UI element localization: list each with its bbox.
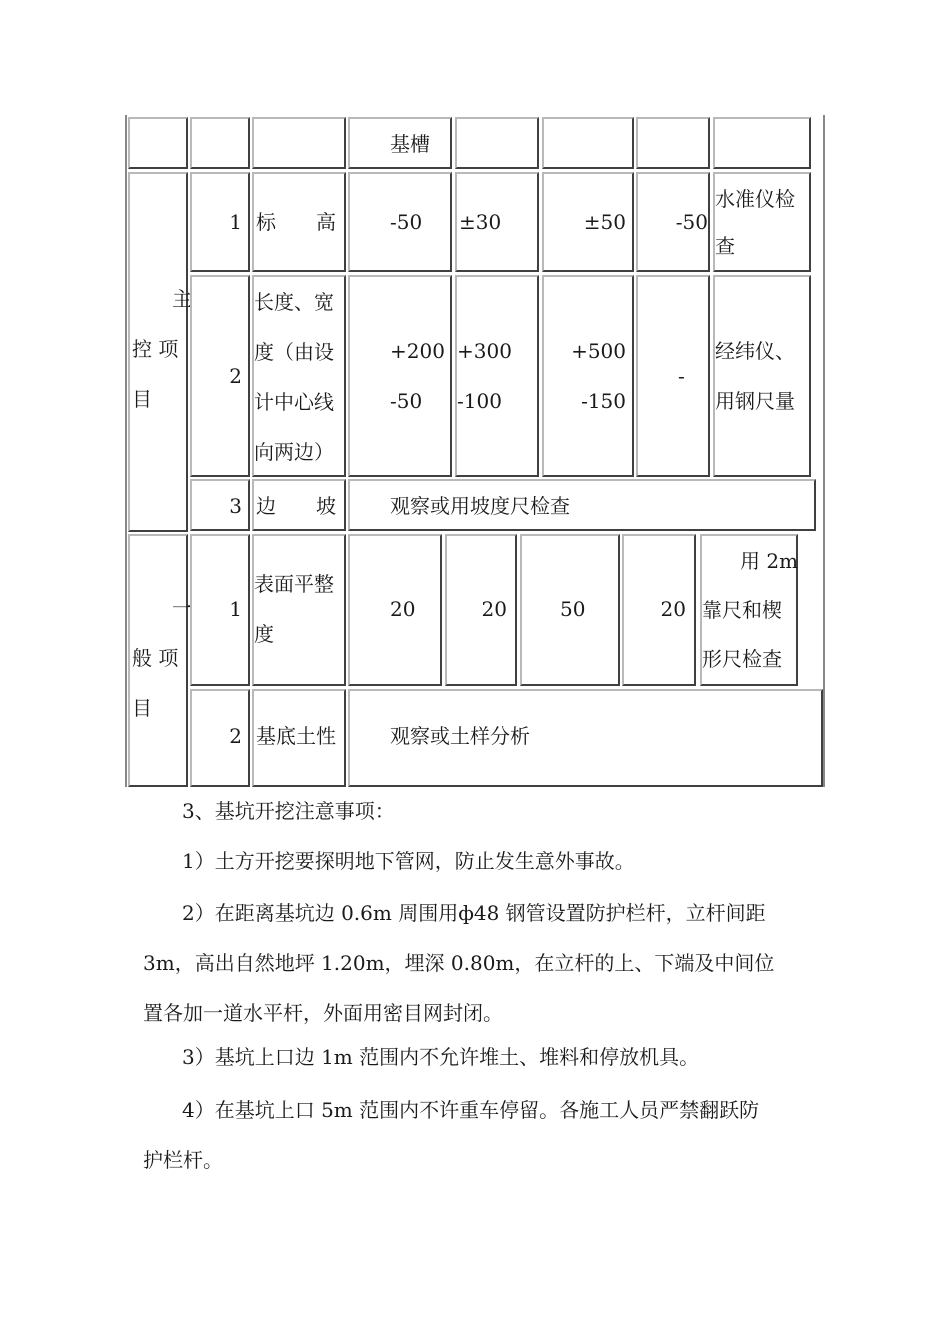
table-cell [700,534,798,686]
value-text: -50 [390,389,423,413]
group-cell-main [128,172,192,532]
table-row-main-3-no [190,479,250,531]
note-paragraph: 2）在距离基坑边 0.6m 周围用ф48 钢管设置防护栏杆，立杆间距 [182,901,766,925]
group-label-general: 般 项 [132,646,179,670]
table-cell [455,172,539,272]
merged-text: 观察或土样分析 [390,724,530,748]
item-label: 计中心线 [254,390,334,414]
group-cell-general [128,534,192,787]
table-row-main-2-item [252,275,346,477]
method-text: 查 [715,234,735,258]
table-cell [190,117,250,169]
notes-heading: 3、基坑开挖注意事项： [182,799,395,823]
note-paragraph: 3）基坑上口边 1m 范围内不允许堆土、堆料和停放机具。 [182,1045,700,1069]
table-cell [520,534,620,686]
row-number: 1 [229,210,242,234]
table-cell [348,275,452,477]
table-cell [128,117,188,169]
value-text: 20 [660,597,686,621]
value-text: -50 [675,210,708,234]
table-cell [636,275,710,477]
merged-text: 观察或用坡度尺检查 [390,494,570,518]
item-label: 表面平整 [254,572,334,596]
note-paragraph: 置各加一道水平杆，外面用密目网封闭。 [143,1001,503,1025]
table-cell [348,172,452,272]
table-row-general-1-no [190,534,250,686]
method-text: 经纬仪、 [715,339,795,363]
group-label-main: 目 [132,387,152,411]
table-row-main-1-no [190,172,250,272]
table-cell [636,117,710,169]
table-cell [455,117,539,169]
table-row-general-2-item [252,689,346,787]
method-text: 靠尺和楔 [702,598,782,622]
note-paragraph: 3m，高出自然地坪 1.20m，埋深 0.80m，在立杆的上、下端及中间位 [143,951,775,975]
table-left-border [125,115,127,787]
group-label-main: 控 项 [132,337,179,361]
method-text: 用 2m [740,549,799,573]
value-text: +500 [571,339,626,363]
table-cell [713,117,811,169]
table-row-main-1-item [252,172,346,272]
row-number: 1 [229,597,242,621]
value-text: ±30 [459,210,502,234]
note-paragraph: 1）土方开挖要探明地下管网，防止发生意外事故。 [182,849,635,873]
item-label: 长度、宽 [254,290,334,314]
merged-cell [348,689,823,787]
table-row-main-2-no [190,275,250,477]
table-cell [542,275,634,477]
table-cell [542,117,634,169]
cell-text: 基槽 [390,132,430,156]
table-cell [713,275,811,477]
table-cell [542,172,634,272]
group-label-general: 目 [132,696,152,720]
value-text: -50 [390,210,423,234]
note-paragraph: 护栏杆。 [143,1148,223,1172]
table-cell [713,172,811,272]
table-cell [455,275,539,477]
table-row-main-3-item [252,479,346,531]
table-cell [636,172,710,272]
value-text: -150 [581,389,626,413]
note-paragraph: 4）在基坑上口 5m 范围内不许重车停留。各施工人员严禁翻跃防 [182,1098,760,1122]
method-text: 水准仪检 [715,187,795,211]
row-number: 2 [229,724,242,748]
value-text: ±50 [583,210,626,234]
table-cell [622,534,696,686]
value-text: - [678,364,685,388]
item-label: 边 坡 [256,494,336,518]
table-cell [252,117,346,169]
group-label-general: 一 [172,596,192,620]
table-cell [445,534,517,686]
item-label: 标 高 [256,210,336,234]
table-right-border [823,115,825,787]
value-text: 50 [560,597,586,621]
method-text: 形尺检查 [702,647,782,671]
item-label: 向两边） [254,440,334,464]
method-text: 用钢尺量 [715,389,795,413]
row-number: 2 [229,364,242,388]
value-text: 20 [390,597,416,621]
merged-cell [348,479,816,531]
item-label: 基底土性 [256,724,336,748]
item-label: 度（由设 [254,340,334,364]
value-text: +300 [457,339,512,363]
row-number: 3 [229,494,242,518]
group-label-main: 主 [172,287,192,311]
value-text: -100 [457,389,502,413]
table-row-general-2-no [190,689,250,787]
value-text: +200 [390,339,445,363]
table-cell [348,117,452,169]
table-cell [348,534,442,686]
table-row-general-1-item [252,534,346,686]
item-label: 度 [254,622,274,646]
value-text: 20 [481,597,507,621]
